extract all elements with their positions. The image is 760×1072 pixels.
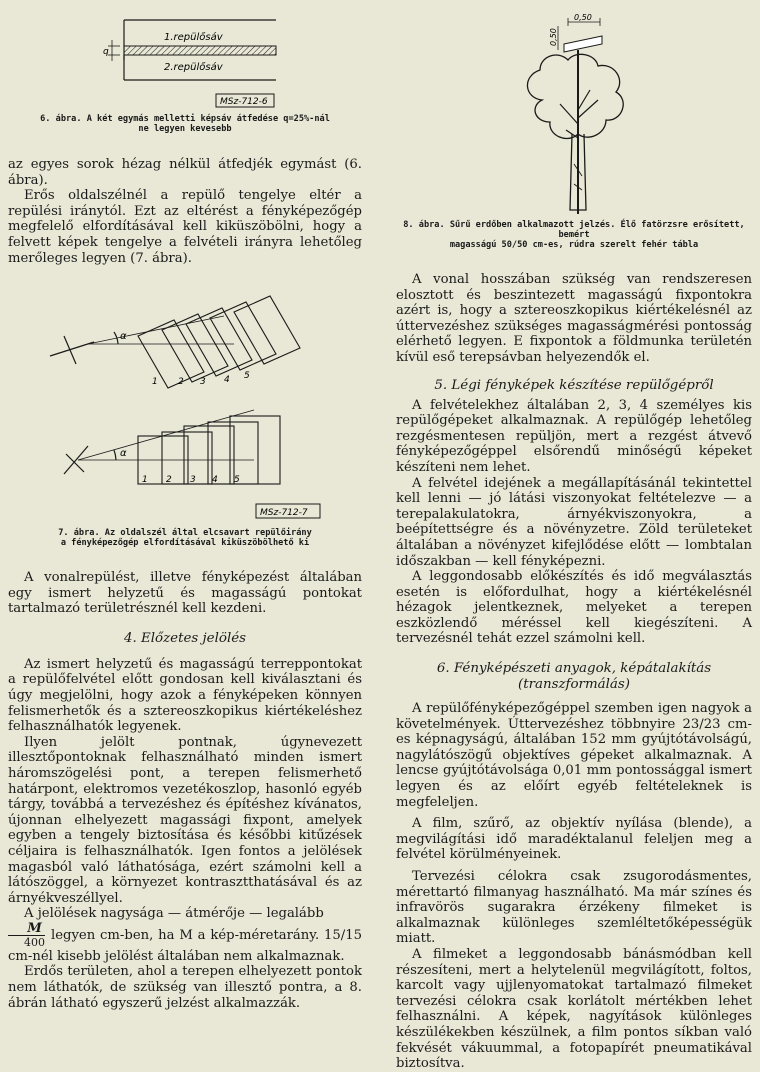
fig7-frame-3: 3	[200, 377, 206, 387]
left-paragraph-5: Ilyen jelölt pontnak, úgynevezett illesztőpontoknak felhasználható minden ismert háromszögelési pont, a terepen felismerhető határpont, elektromos vezetékoszlop, hasonló egyéb tárgy, továbbá a tervezéshez és építéshez kívánatos, újonnan elhelyezett magassági fixpont, amelyek egyben a tengely biztosítása és későbbi kitűzések céljaira is felhasználhatók. Igen fontos a jelölések magasból való láthatósága, ezért számolni kell a látószöggel, a környezet kontrasztthatásával és az árnyékveszéllyel.	[8, 734, 362, 906]
right-paragraph-2: A felvételekhez általában 2, 3, 4 személyes kis repülőgépeket alkalmaznak. A repülőgép lehetőleg rezgésmentesen repüljön, mert a rezgést átvevő fényképezőgéppel elsőrendű minőségű képeket készíteni nem lehet.	[396, 397, 752, 475]
right-paragraph-4: A leggondosabb előkészítés és idő megválasztás esetén is előfordulhat, hogy a kiértékelésnél hézagok jelentkeznek, melyeket a terepen eszközlendő méréssel kell kiegészíteni. A tervezésnél tehát ezzel számolni kell.	[396, 569, 752, 647]
fig7-frame-2: 2	[178, 377, 184, 387]
right-paragraph-6: A film, szűrő, az objektív nyílása (blende), a megvilágítási idő maradéktalanul feleljen meg a felvétel körülményeinek.	[396, 816, 752, 863]
left-paragraph-4: Az ismert helyzetű és magasságú terreppontokat a repülőfelvétel előtt gondosan kell kiválasztani és úgy megjelölni, hogy azok a fényképeken könnyen felismerhetők és a sztereoszkopikus kiértékeléshez felhasználhatók legyenek.	[8, 656, 362, 735]
fig7-angle-lower: α	[120, 448, 127, 459]
figure-7-crab-angle-diagram	[44, 286, 324, 532]
scale-fraction	[8, 922, 45, 949]
left-paragraph-6-text: A jelölések nagysága — átmérője — legalább	[24, 906, 324, 922]
section-6-heading: 6. Fényképészeti anyagok, képátalakítás	[436, 661, 712, 677]
fig7-frame-4-lower: 4	[212, 475, 218, 485]
fig7-caption-line1: 7. ábra. Az oldalszél által elcsavart repülőirány	[58, 528, 312, 538]
fig8-white-board	[564, 36, 602, 52]
fig7-frame-5: 5	[244, 371, 250, 381]
fig6-dim-q: q	[103, 47, 109, 57]
left-paragraph-2: Erős oldalszélnél a repülő tengelye eltér a repülési iránytól. Ezt az eltérést a fényképezőgép megfelelő elfordításával kell kiküszöbölni, hogy a felvett képek tengelye a felvételi irányra lehetőleg merőleges legyen (7. ábra).	[8, 188, 362, 266]
fig7-frame-4: 4	[224, 375, 230, 385]
fig6-strip2-label: 2.repülősáv	[164, 62, 223, 73]
fig7-frame-2-lower: 2	[166, 475, 172, 485]
fig8-caption-line1: 8. ábra. Sűrű erdőben alkalmazott jelzés. Élő fatörzsre erősített, bemért	[403, 220, 745, 240]
fig7-upper-plane	[50, 316, 234, 364]
fig7-lower-frames	[138, 416, 280, 484]
section-5-heading: 5. Légi fényképek készítése repülőgépről	[434, 377, 714, 393]
left-paragraph-7: Erdős területen, ahol a terepen elhelyezett pontok nem láthatók, de szükség van illesztő pontra, a 8. ábrán látható egyszerű jelzést alkalmazzák.	[8, 964, 362, 1011]
fig6-caption-line1: 6. ábra. A két egymás melletti képsáv átfedése q=25%-nál	[40, 114, 330, 124]
fig6-standard-code: MSz-712-6	[220, 97, 268, 107]
figure-6-overlap-diagram	[100, 14, 280, 112]
left-paragraph-3: A vonalrepülést, illetve fényképezést általában egy ismert helyzetű és magasságú pontokat tartalmazó területrésznél kell kezdeni.	[8, 570, 362, 617]
section-6-subheading: (transzformálás)	[517, 677, 630, 693]
section-4-heading: 4. Előzetes jelölés	[123, 630, 247, 646]
fig7-lower-plane	[64, 410, 254, 474]
left-paragraph-1: az egyes sorok hézag nélkül átfedjék egymást (6. ábra).	[8, 157, 362, 188]
right-paragraph-5: A repülőfényképezőgéppel szemben igen nagyok a követelmények. Úttervezéshez többnyire 23/23 cm-es képnagyságú, általában 152 mm gyújtótávolságú, nagylátószögű objektíves gépeket alkalmaznak. A lencse gyújtótávolsága 0,01 mm pontossággal ismert legyen és az előírt egyéb feltételeknek is megfeleljen.	[396, 701, 752, 810]
fig7-caption-line2: a fényképezőgép elfordításával kiküszöbölhető ki	[60, 538, 310, 548]
fig7-frame-1: 1	[152, 377, 158, 387]
fig7-upper-frames	[138, 296, 300, 388]
figure-8-forest-marker	[506, 14, 646, 216]
fig7-frame-3-lower: 3	[190, 475, 196, 485]
left-paragraph-6	[8, 906, 362, 964]
fig8-caption-line2: magasságú 50/50 cm-es, rúdra szerelt fehér tábla	[449, 240, 699, 250]
right-paragraph-8: A filmeket a leggondosabb bánásmódban kell részesíteni, mert a helytelenül megvilágított, foltos, karcolt vagy ujjlenyomatokat tartalmazó filmeket tervezési célokra csak korlátolt mértékben lehet felhasználni. A képek, nagyítások különleges készülékekben készülnek, a film pontos síkban való fekvését vákuummal, a fotopapírét pneumatikával biztosítva.	[396, 946, 752, 1072]
fig6-strip1-label: 1.repülősáv	[164, 32, 223, 43]
fraction-numerator: M	[8, 922, 45, 936]
right-paragraph-3: A felvétel idejének a megállapításánál tekintettel kell lenni — jó látási viszonyokat feltételezve — a terepalakulatokra, árnyékviszonyokra, a beépítettségre és a növényzetre. Zöld területeket általában a növényzet kifejlődése előtt — lombtalan időszakban — kell fényképezni.	[396, 475, 752, 569]
fig8-tree-crown	[527, 54, 623, 138]
fraction-denominator: 400	[24, 935, 45, 949]
fig7-frame-1-lower: 1	[142, 475, 148, 485]
fig7-frame-5-lower: 5	[234, 475, 240, 485]
fig8-dim-top: 0,50	[574, 14, 592, 22]
fig7-angle-upper: α	[120, 331, 127, 342]
right-paragraph-7: Tervezési célokra csak zsugorodásmentes, mérettartó filmanyag használható. Ma már színes és infravörös sugarakra érzékeny filmeket is alkalmaznak különleges szemléltetőképességük miatt.	[396, 869, 752, 947]
fig6-caption-line2: ne legyen kevesebb	[138, 124, 232, 134]
fig7-standard-code: MSz-712-7	[260, 508, 308, 518]
right-paragraph-1: A vonal hosszában szükség van rendszeresen elosztott és beszintezett magasságú fixpontokra azért is, hogy a sztereoszkopikus kiértékelésnél az úttervezéshez szükséges magasságmérési pontosság elérhető legyen. E fixpontok a földmunka területén kívül eső terepsávban helyezendők el.	[396, 272, 752, 365]
left-paragraph-6-text-b: legyen cm-ben, ha M a kép-méretarány. 15/15 cm-nél kisebb jelölést általában nem alkalmaznak.	[8, 927, 362, 964]
fig8-dim-side: 0,50	[549, 28, 558, 46]
